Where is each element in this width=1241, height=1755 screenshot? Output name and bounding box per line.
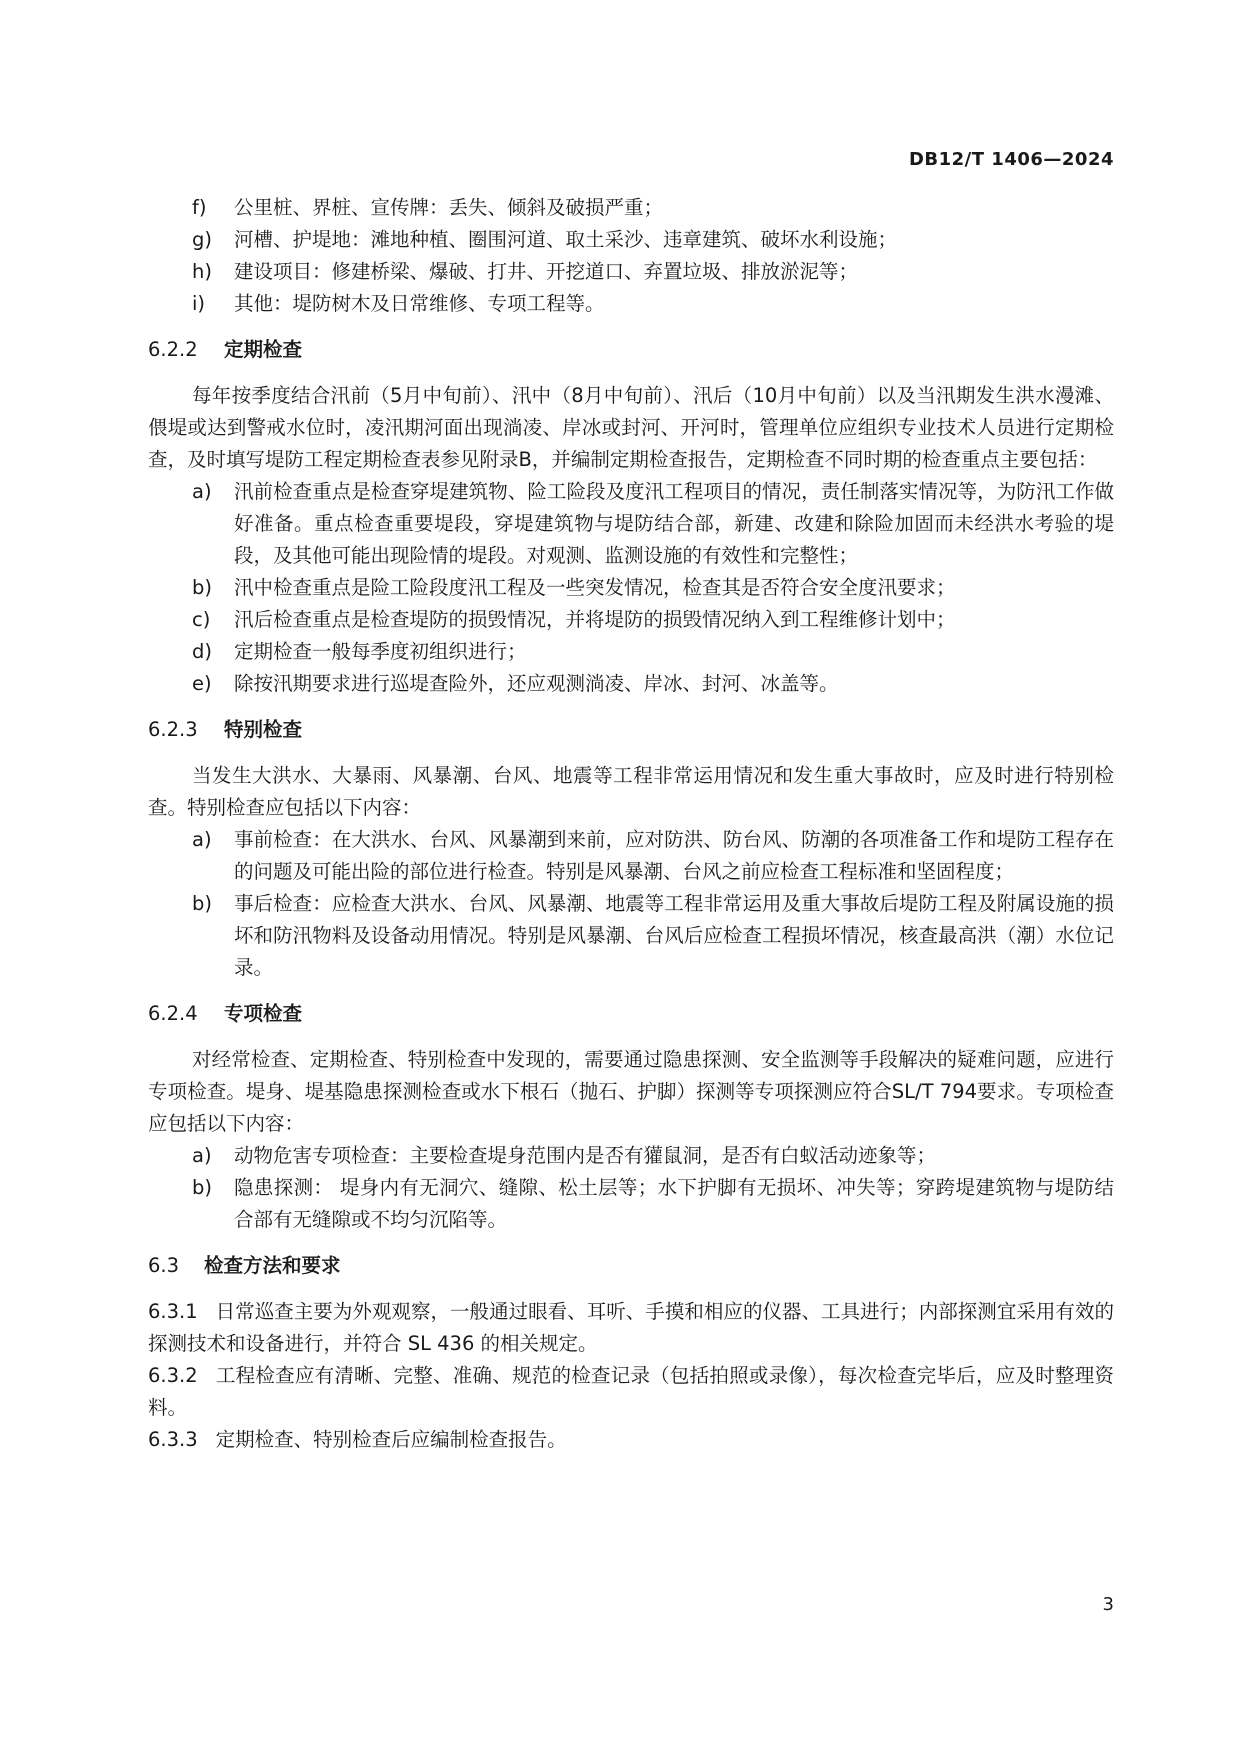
list-marker: a): [192, 1144, 212, 1167]
clause-6-3-2: [148, 1360, 1114, 1424]
list-text: 汛中检查重点是险工险段度汛工程及一些突发情况，检查其是否符合安全度汛要求；: [234, 576, 956, 599]
list-marker: i): [192, 292, 206, 315]
list-marker: a): [192, 480, 212, 503]
clause-number: 6.3.2: [148, 1364, 198, 1387]
section-paragraph: 当发生大洪水、大暴雨、风暴潮、台风、地震等工程非常运用情况和发生重大事故时，应及时进行特别检查。特别检查应包括以下内容：: [148, 764, 1114, 819]
list-item: [148, 476, 1114, 572]
list-item: [148, 288, 1114, 320]
list-marker: h): [192, 260, 212, 283]
section-heading-6-2-3: [148, 714, 1114, 746]
section-number: 6.2.2: [148, 338, 198, 361]
document-code: DB12/T 1406—2024: [908, 149, 1114, 170]
list-6-2-4: [148, 1140, 1114, 1236]
section-heading-6-2-2: [148, 334, 1114, 366]
list-text: 事后检查：应检查大洪水、台风、风暴潮、地震等工程非常运用及重大事故后堤防工程及附属设施的损坏和防汛物料及设备动用情况。特别是风暴潮、台风后应检查工程损坏情况，核查最高洪（潮）水位记录。: [234, 892, 1114, 979]
list-item: [148, 192, 1114, 224]
list-item: [148, 888, 1114, 984]
list-item: [148, 1172, 1114, 1236]
list-item: [148, 224, 1114, 256]
list-text: 定期检查一般每季度初组织进行；: [234, 640, 527, 663]
list-text: 其他：堤防树木及日常维修、专项工程等。: [234, 292, 605, 315]
list-marker: f): [192, 196, 207, 219]
section-heading-6-3: [148, 1250, 1114, 1282]
list-text: 事前检查：在大洪水、台风、风暴潮到来前，应对防洪、防台风、防潮的各项准备工作和堤防工程存在的问题及可能出险的部位进行检查。特别是风暴潮、台风之前应检查工程标准和坚固程度；: [234, 828, 1114, 883]
list-6-2-3: [148, 824, 1114, 984]
page-number: 3: [1102, 1594, 1114, 1615]
list-marker: b): [192, 576, 212, 599]
list-item: [148, 604, 1114, 636]
section-paragraph: 每年按季度结合汛前（5月中旬前）、汛中（8月中旬前）、汛后（10月中旬前）以及当汛期发生洪水漫滩、偎堤或达到警戒水位时，凌汛期河面出现淌凌、岸冰或封河、开河时，管理单位应组织专业技术人员进行定期检查，及时填写堤防工程定期检查表参见附录B，并编制定期检查报告，定期检查不同时期的检查重点主要包括：: [148, 384, 1114, 471]
list-item: [148, 256, 1114, 288]
list-text: 建设项目：修建桥梁、爆破、打井、开挖道口、弃置垃圾、排放淤泥等；: [234, 260, 859, 283]
list-item: [148, 1140, 1114, 1172]
list-top: [148, 192, 1114, 320]
clause-6-3-1: [148, 1296, 1114, 1360]
list-item: [148, 824, 1114, 888]
list-marker: d): [192, 640, 212, 663]
clause-6-3-3: [148, 1424, 1114, 1456]
list-text: 除按汛期要求进行巡堤查险外，还应观测淌凌、岸冰、封河、冰盖等。: [234, 672, 839, 695]
section-title: 特别检查: [224, 718, 303, 741]
list-marker: b): [192, 1176, 212, 1199]
section-title: 定期检查: [224, 338, 303, 361]
list-marker: g): [192, 228, 212, 251]
list-text: 汛后检查重点是检查堤防的损毁情况，并将堤防的损毁情况纳入到工程维修计划中；: [234, 608, 956, 631]
list-6-2-2: [148, 476, 1114, 700]
list-item: [148, 572, 1114, 604]
clause-text: 定期检查、特别检查后应编制检查报告。: [215, 1428, 567, 1451]
section-number: 6.3: [148, 1254, 180, 1277]
section-number: 6.2.4: [148, 1002, 198, 1025]
list-text: 汛前检查重点是检查穿堤建筑物、险工险段及度汛工程项目的情况，责任制落实情况等，为防汛工作做好准备。重点检查重要堤段，穿堤建筑物与堤防结合部，新建、改建和除险加固而未经洪水考验的堤段，及其他可能出现险情的堤段。对观测、监测设施的有效性和完整性；: [234, 480, 1114, 567]
section-title: 专项检查: [224, 1002, 303, 1025]
list-text: 公里桩、界桩、宣传牌：丢失、倾斜及破损严重；: [234, 196, 664, 219]
clause-number: 6.3.1: [148, 1300, 198, 1323]
list-text: 动物危害专项检查：主要检查堤身范围内是否有獾鼠洞，是否有白蚁活动迹象等；: [234, 1144, 937, 1167]
list-text: 河槽、护堤地：滩地种植、圈围河道、取土采沙、违章建筑、破坏水利设施；: [234, 228, 898, 251]
list-item: [148, 668, 1114, 700]
clause-text: 工程检查应有清晰、完整、准确、规范的检查记录（包括拍照或录像），每次检查完毕后，应及时整理资料。: [148, 1364, 1114, 1419]
section-number: 6.2.3: [148, 718, 198, 741]
clause-text: 日常巡查主要为外观观察，一般通过眼看、耳听、手摸和相应的仪器、工具进行；内部探测宜采用有效的探测技术和设备进行，并符合 SL 436 的相关规定。: [148, 1300, 1114, 1355]
list-marker: e): [192, 672, 212, 695]
clause-number: 6.3.3: [148, 1428, 198, 1451]
list-text: 隐患探测： 堤身内有无洞穴、缝隙、松土层等；水下护脚有无损坏、冲失等；穿跨堤建筑物与堤防结合部有无缝隙或不均匀沉陷等。: [234, 1176, 1114, 1231]
list-marker: c): [192, 608, 211, 631]
section-title: 检查方法和要求: [204, 1254, 341, 1277]
section-heading-6-2-4: [148, 998, 1114, 1030]
list-item: [148, 636, 1114, 668]
section-paragraph: 对经常检查、定期检查、特别检查中发现的，需要通过隐患探测、安全监测等手段解决的疑难问题，应进行专项检查。堤身、堤基隐患探测检查或水下根石（抛石、护脚）探测等专项探测应符合SL/T 794要求。专项检查应包括以下内容：: [148, 1048, 1114, 1135]
list-marker: b): [192, 892, 212, 915]
page-content: [148, 192, 1114, 1456]
list-marker: a): [192, 828, 212, 851]
